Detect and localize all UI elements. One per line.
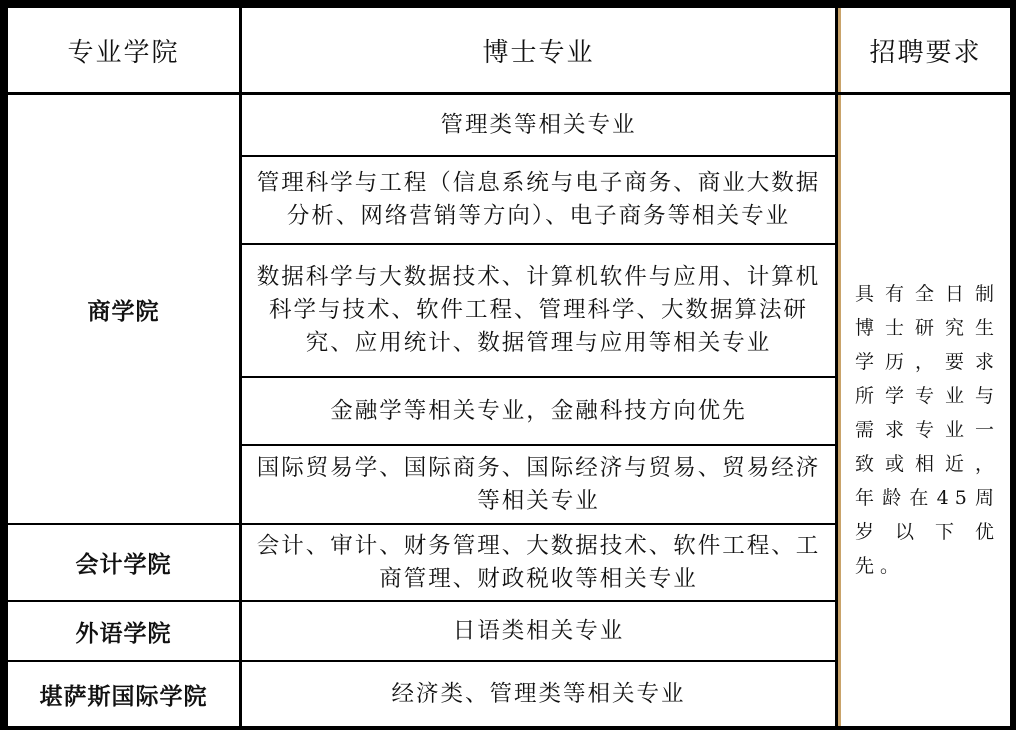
major-cell: 日语类相关专业 — [452, 617, 625, 644]
major-cell: 管理科学与工程（信息系统与电子商务、商业大数据分析、网络营销等方向）、电子商务等相关专业 — [256, 170, 821, 229]
college-accounting: 会计学院 — [75, 551, 172, 578]
major-cell: 会计、审计、财务管理、大数据技术、软件工程、工商管理、财政税收等相关专业 — [256, 532, 821, 592]
major-cell: 经济类、管理类等相关专业 — [391, 680, 686, 707]
major-cell: 国际贸易学、国际商务、国际经济与贸易、贸易经济等相关专业 — [256, 454, 821, 514]
header-college: 专业学院 — [67, 37, 180, 68]
major-cell: 数据科学与大数据技术、计算机软件与应用、计算机科学与技术、软件工程、管理科学、大数据算法研究、应用统计、数据管理与应用等相关专业 — [256, 264, 821, 356]
header-requirements: 招聘要求 — [869, 37, 982, 68]
major-cell: 管理类等相关专业 — [440, 111, 637, 138]
requirements-text: 具有全日制博士研究生学历，要求所学专业与需求专业一致或相近，年龄在45周岁以下优先。 — [855, 283, 1000, 577]
major-cell: 金融学等相关专业，金融科技方向优先 — [330, 397, 747, 424]
college-business: 商学院 — [87, 297, 160, 325]
college-foreign-languages: 外语学院 — [75, 619, 172, 647]
header-majors: 博士专业 — [482, 37, 595, 68]
college-kansas-international: 堪萨斯国际学院 — [39, 682, 208, 710]
